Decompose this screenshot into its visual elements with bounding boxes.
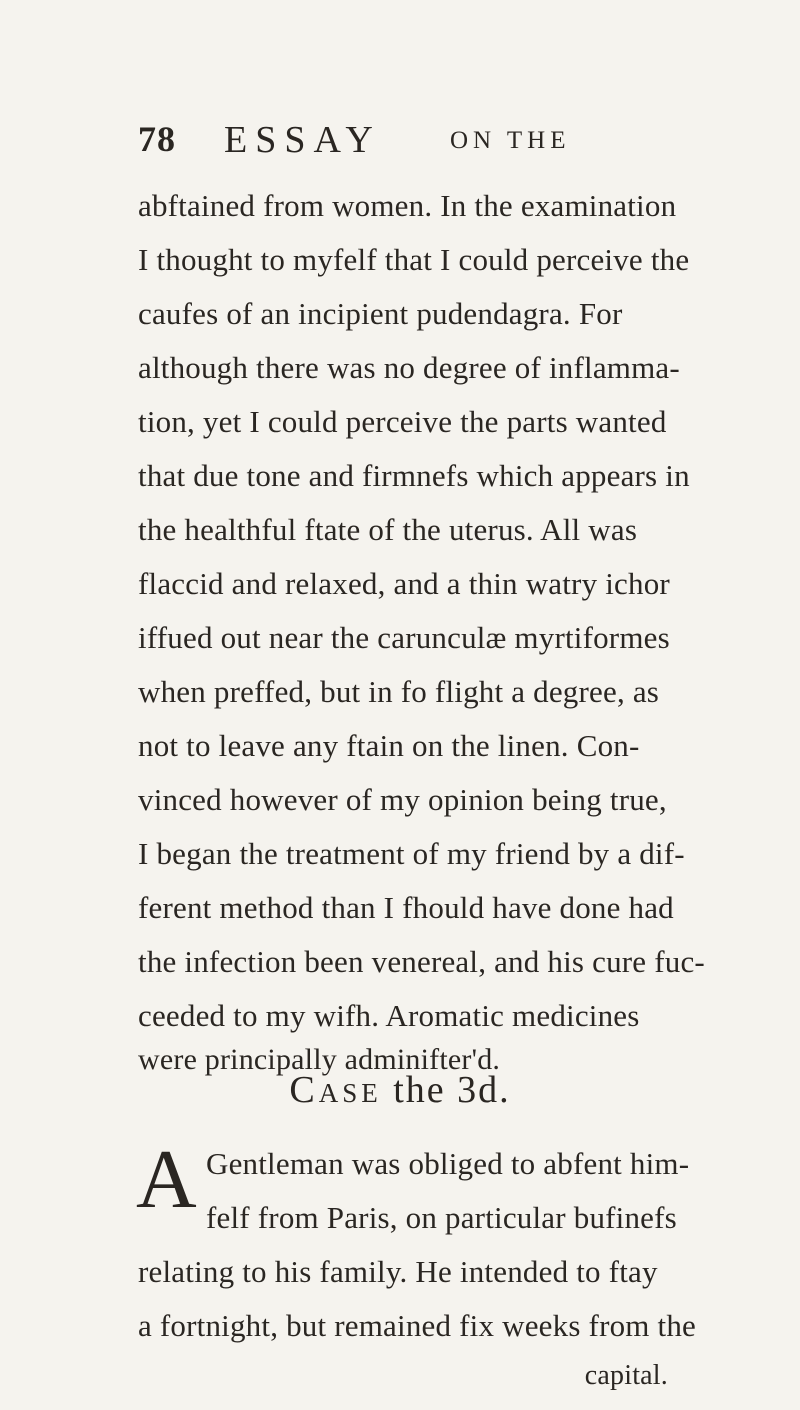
text-line: flaccid and relaxed, and a thin watry ichor [138, 566, 670, 601]
text-line: the infection been venereal, and his cure fuc- [138, 944, 705, 979]
text-line: that due tone and firmnefs which appears in [138, 458, 690, 493]
text-line: I began the treatment of my friend by a dif- [138, 836, 685, 871]
catchword: capital. [584, 1360, 668, 1391]
text-line: when preffed, but in fo flight a degree, as [138, 674, 660, 709]
text-line: felf from Paris, on particular bufinefs [206, 1200, 677, 1235]
text-line: although there was no degree of inflamma- [138, 350, 680, 385]
text-line: Gentleman was obliged to abfent him- [206, 1146, 690, 1181]
drop-cap: A [136, 1133, 197, 1226]
text-line: ceeded to my wifh. Aromatic medicines [138, 998, 640, 1033]
page-number: 78 [138, 119, 176, 159]
text-line: iffued out near the carunculæ myrtiformes [138, 620, 670, 655]
text-line: abftained from women. In the examination [138, 188, 677, 223]
text-line: tion, yet I could perceive the parts wanted [138, 404, 667, 439]
running-head-title: ESSAY [224, 119, 381, 161]
text-line: a fortnight, but remained fix weeks from the [138, 1308, 697, 1343]
case-heading-rest: the 3d. [393, 1069, 511, 1111]
page-header [138, 118, 658, 168]
case-heading [0, 1068, 800, 1112]
text-line: I thought to myfelf that I could perceive the [138, 242, 690, 277]
text-line: ferent method than I fhould have done had [138, 890, 674, 925]
case-heading-word: Case [289, 1069, 382, 1111]
text-line: caufes of an incipient pudendagra. For [138, 296, 623, 331]
text-line: were principally adminifter'd. [138, 1043, 501, 1076]
text-line: the healthful ftate of the uterus. All was [138, 512, 638, 547]
text-line: not to leave any ftain on the linen. Con- [138, 728, 640, 763]
running-head-subtitle: ON THE [450, 127, 571, 154]
text-line: vinced however of my opinion being true, [138, 782, 667, 817]
text-line: relating to his family. He intended to ftay [138, 1254, 658, 1289]
